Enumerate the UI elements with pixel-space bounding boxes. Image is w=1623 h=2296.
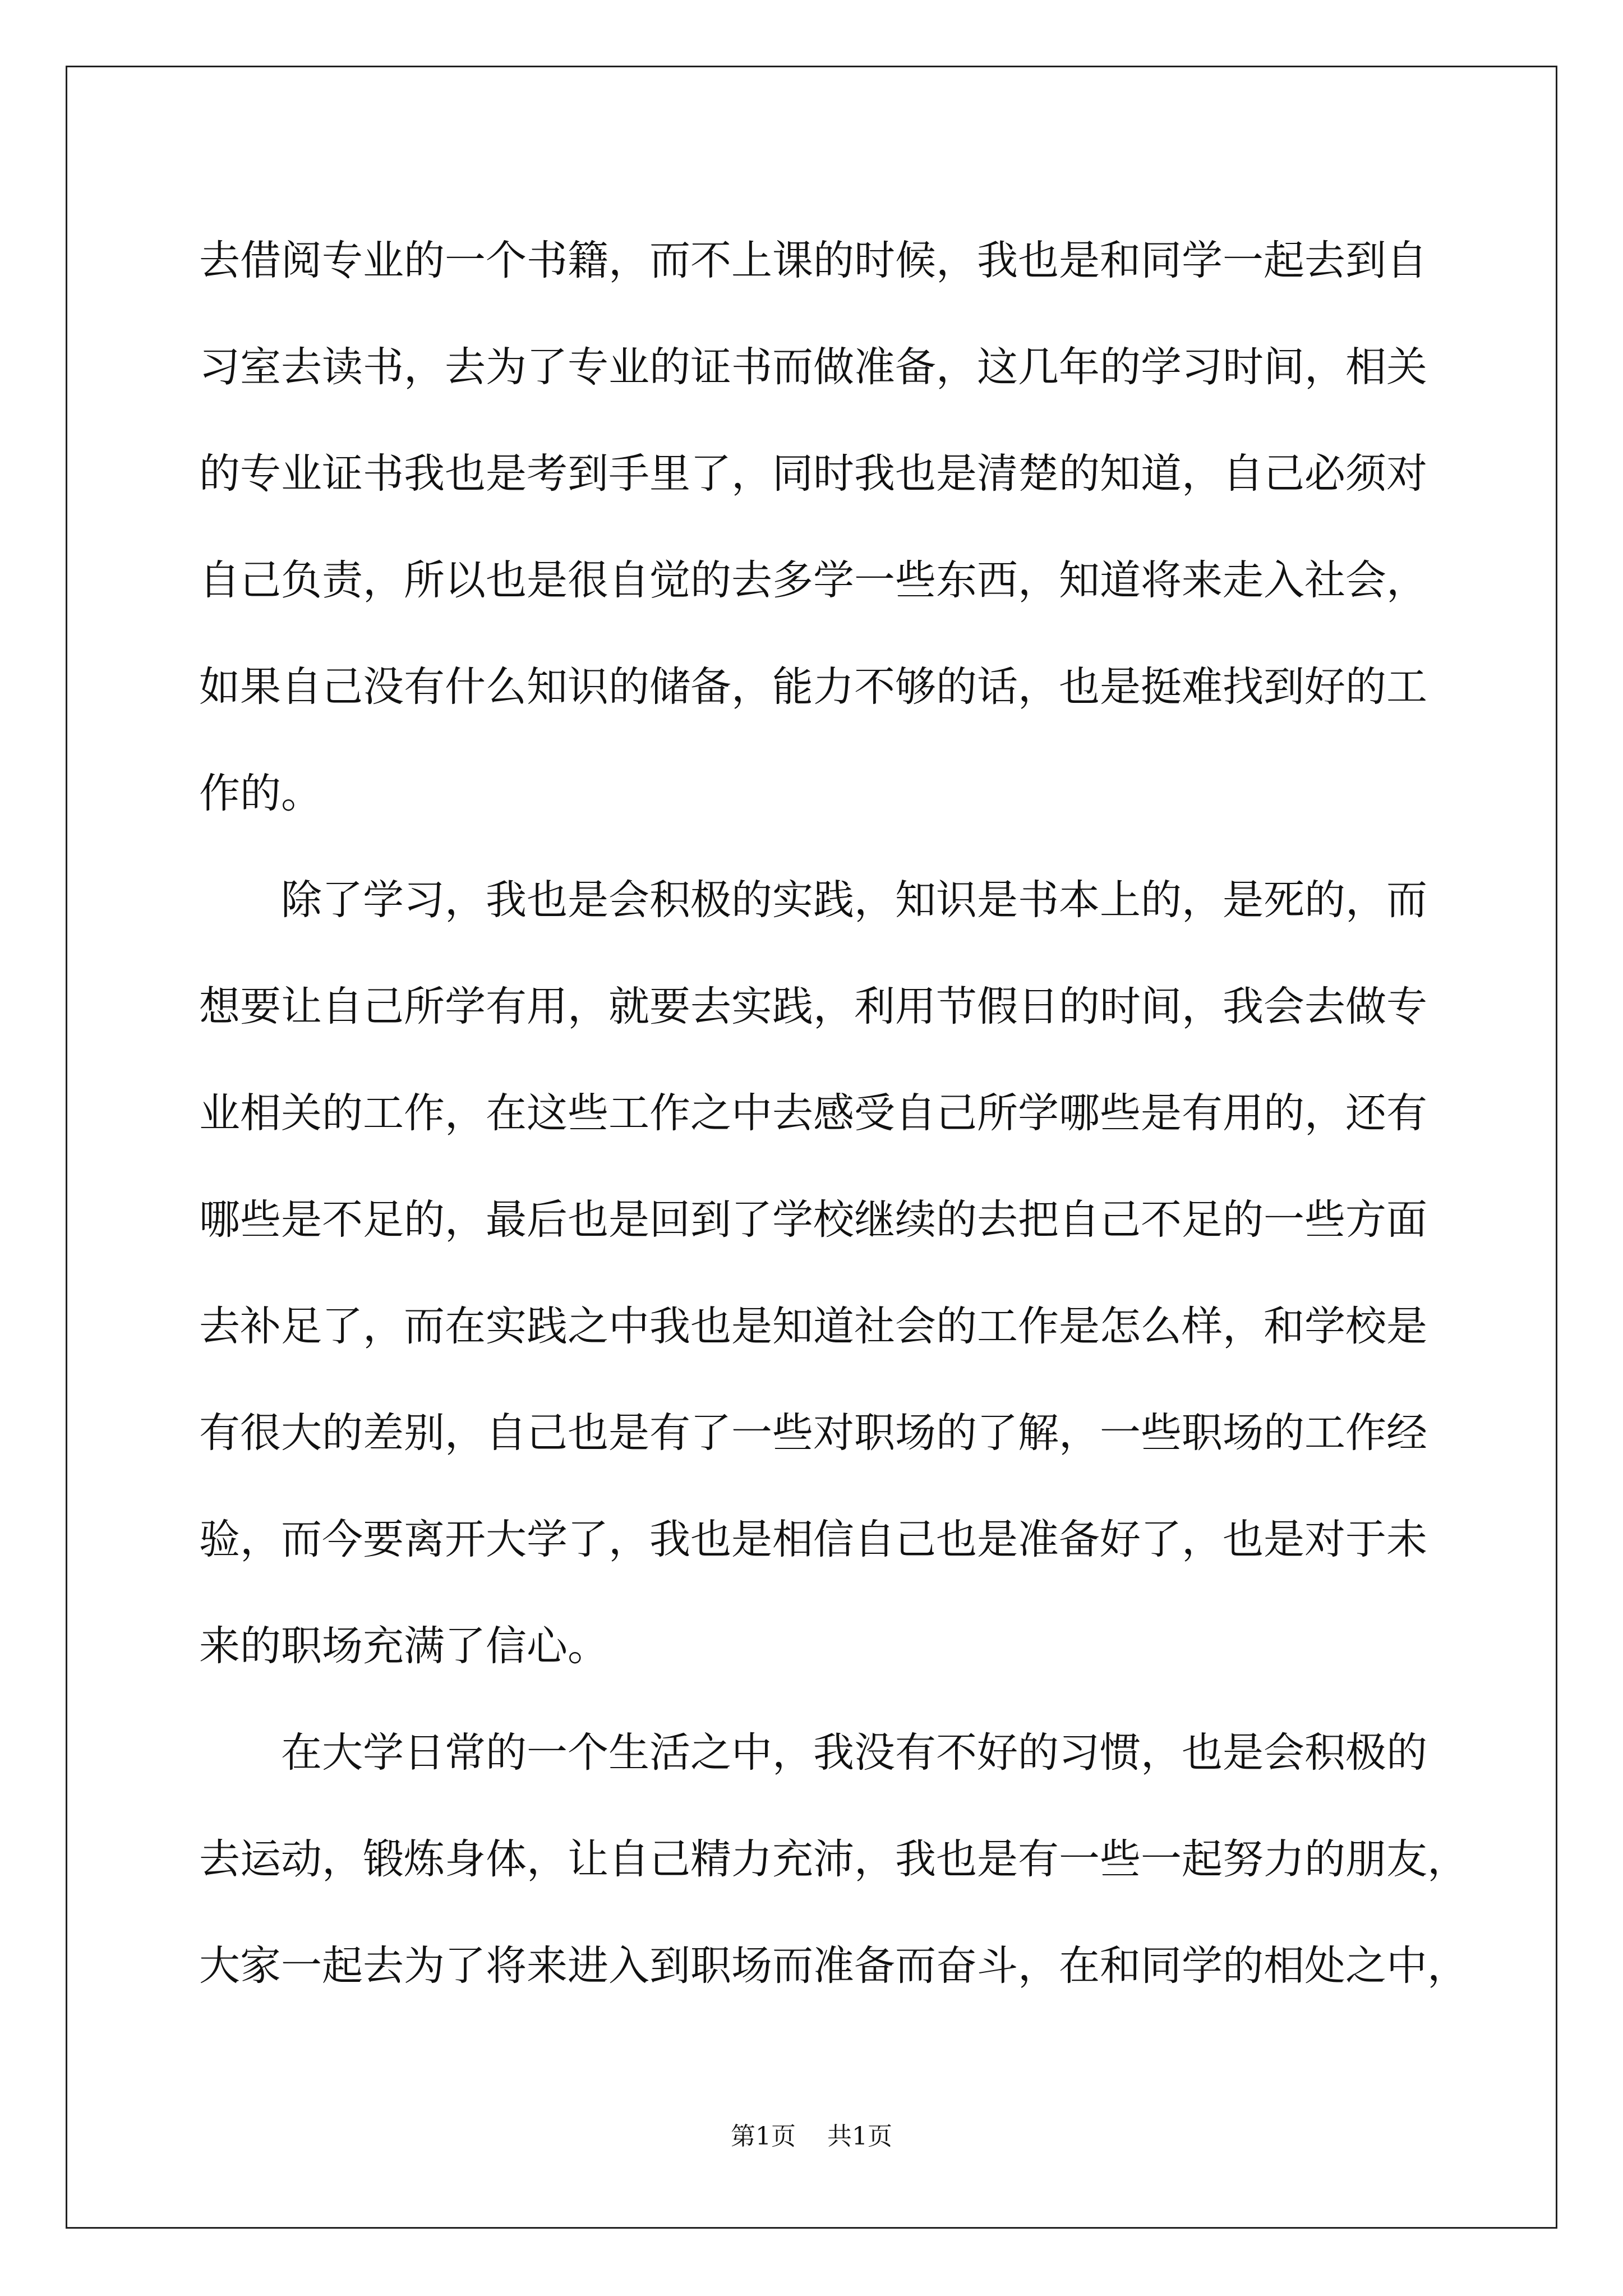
text-line: 的专业证书我也是考到手里了，同时我也是清楚的知道，自己必须对: [199, 450, 1427, 498]
text-line: 有很大的差别，自己也是有了一些对职场的了解，一些职场的工作经: [199, 1409, 1427, 1457]
text-line: 自己负责，所以也是很自觉的去多学一些东西，知道将来走入社会，: [199, 556, 1427, 604]
text-line: 如果自己没有什么知识的储备，能力不够的话，也是挺难找到好的工: [199, 663, 1427, 711]
text-line: 去借阅专业的一个书籍，而不上课的时候，我也是和同学一起去到自: [199, 237, 1427, 284]
text-line: 来的职场充满了信心。: [199, 1622, 608, 1670]
text-line: 在大学日常的一个生活之中，我没有不好的习惯，也是会积极的: [281, 1729, 1427, 1777]
text-line: 业相关的工作，在这些工作之中去感受自己所学哪些是有用的，还有: [199, 1089, 1427, 1137]
text-line: 想要让自己所学有用，就要去实践，利用节假日的时间，我会去做专: [199, 983, 1427, 1030]
text-line: 习室去读书，去为了专业的证书而做准备，这几年的学习时间，相关: [199, 343, 1427, 391]
page-total: 共1页: [827, 2122, 892, 2151]
document-body: [199, 208, 1468, 2019]
text-line: 除了学习，我也是会积极的实践，知识是书本上的，是死的，而: [281, 876, 1427, 924]
page-footer: [0, 2116, 1623, 2152]
text-line: 作的。: [199, 770, 322, 817]
page-number: 第1页: [731, 2122, 796, 2151]
text-line: 大家一起去为了将来进入到职场而准备而奋斗，在和同学的相处之中，: [199, 1942, 1468, 1990]
text-line: 哪些是不足的，最后也是回到了学校继续的去把自己不足的一些方面: [199, 1196, 1427, 1244]
text-line: 验，而今要离开大学了，我也是相信自己也是准备好了，也是对于未: [199, 1516, 1427, 1563]
text-line: 去补足了，而在实践之中我也是知道社会的工作是怎么样，和学校是: [199, 1303, 1427, 1350]
text-line: 去运动，锻炼身体，让自己精力充沛，我也是有一些一起努力的朋友，: [199, 1835, 1468, 1883]
